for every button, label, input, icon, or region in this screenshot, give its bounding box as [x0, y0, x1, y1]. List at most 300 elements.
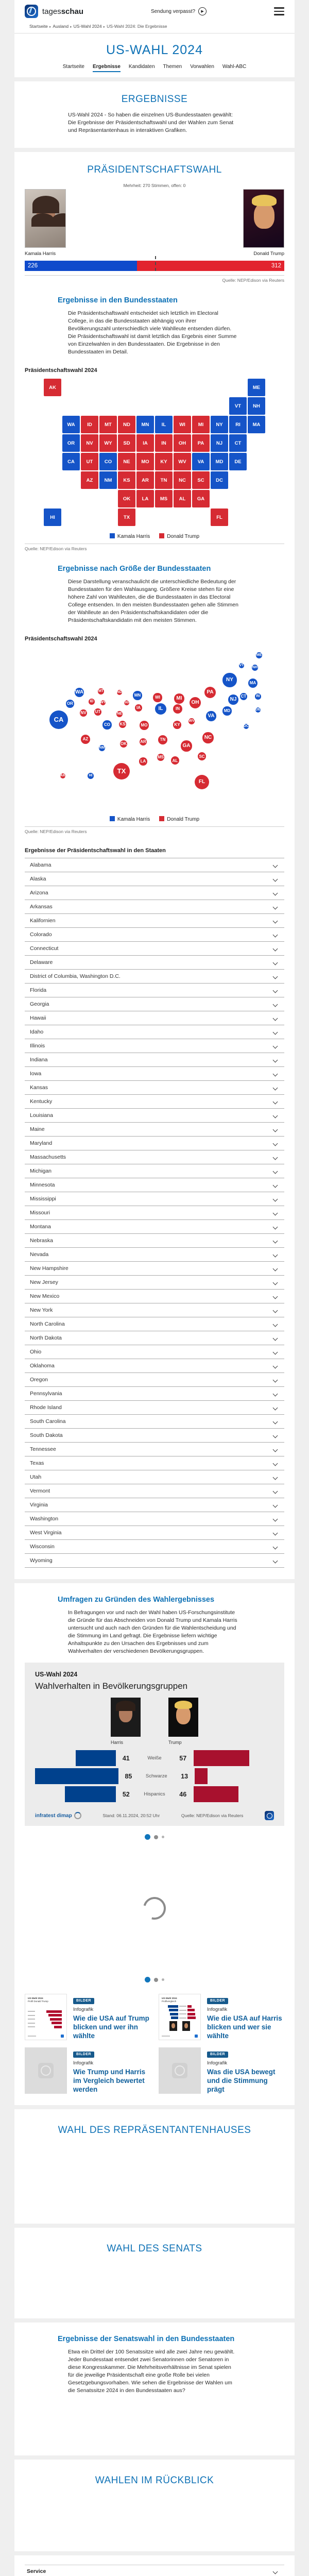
- states-section-heading: Ergebnisse in den Bundesstaaten: [58, 296, 178, 304]
- chevron-down-icon: [273, 960, 278, 965]
- state-bubble-IA[interactable]: IA: [135, 704, 142, 711]
- state-accordion-row[interactable]: [25, 900, 284, 913]
- state-tile-ND[interactable]: ND: [118, 416, 135, 433]
- state-accordion-row[interactable]: [25, 1428, 284, 1442]
- state-bubble-VA[interactable]: VA: [206, 711, 216, 721]
- state-bubble-KY[interactable]: KY: [173, 721, 181, 729]
- state-accordion-row[interactable]: [25, 983, 284, 997]
- state-tile-NJ[interactable]: NJ: [211, 434, 228, 452]
- state-tile-WV[interactable]: WV: [174, 453, 191, 470]
- state-accordion-row[interactable]: [25, 1317, 284, 1331]
- thumb-mini-chart: [28, 2010, 64, 2028]
- chevron-down-icon: [273, 1530, 278, 1535]
- state-tile-FL[interactable]: FL: [211, 509, 228, 526]
- mini-red-bar: [187, 2009, 195, 2011]
- trump-bar-area: [194, 1750, 274, 1766]
- state-name-label: Maryland: [30, 1140, 53, 1146]
- state-accordion-row[interactable]: [25, 1094, 284, 1108]
- teaser-text: [207, 2047, 284, 2094]
- state-name-label: Alabama: [30, 862, 52, 868]
- state-tile-OH[interactable]: OH: [174, 434, 191, 452]
- bilder-badge: BILDER: [207, 2052, 228, 2058]
- trump-bar-area: [195, 1768, 274, 1784]
- demographic-bars: [35, 1750, 274, 1802]
- chevron-down-icon: [273, 1308, 278, 1313]
- demographic-row: [35, 1750, 274, 1766]
- state-bubble-KS[interactable]: KS: [119, 721, 126, 728]
- trump-swatch-icon: [159, 816, 164, 821]
- state-accordion-row[interactable]: [25, 1206, 284, 1219]
- teaser-thumbnail-chart: [159, 1994, 201, 2040]
- carousel-dot-3[interactable]: [162, 1978, 164, 1981]
- teaser-item[interactable]: [25, 1994, 150, 2040]
- senate-results-heading: Ergebnisse der Senatswahl in den Bundesstaaten: [58, 2335, 235, 2343]
- state-bubble-SD[interactable]: SD: [124, 701, 129, 705]
- state-bubble-NC[interactable]: NC: [202, 732, 213, 743]
- state-tile-WY[interactable]: WY: [99, 434, 117, 452]
- mini-app-icon: [195, 2035, 198, 2038]
- tagesschau-wordmark[interactable]: tagesschau: [42, 7, 84, 16]
- state-accordion-row[interactable]: [25, 886, 284, 900]
- chevron-down-icon: [273, 988, 278, 993]
- chevron-down-icon: [273, 876, 278, 882]
- chevron-down-icon: [273, 1461, 278, 1466]
- mini-bar-row: [162, 2012, 198, 2015]
- state-accordion-row[interactable]: [25, 1192, 284, 1206]
- state-name-label: District of Columbia, Washington D.C.: [30, 973, 121, 979]
- kamala-harris-photo: [25, 189, 66, 248]
- state-accordion-row[interactable]: [25, 955, 284, 969]
- state-name-label: Colorado: [30, 931, 52, 938]
- state-bubble-MO[interactable]: MO: [140, 721, 148, 730]
- page-footer: [14, 2555, 295, 2576]
- state-name-label: Missouri: [30, 1210, 50, 1216]
- chevron-down-icon: [273, 1391, 278, 1396]
- state-tile-OK[interactable]: OK: [118, 490, 135, 507]
- chevron-down-icon: [273, 932, 278, 937]
- trump-value: 13: [181, 1772, 188, 1780]
- mini-blue-bar: [169, 2009, 178, 2011]
- state-accordion-row[interactable]: [25, 1025, 284, 1039]
- mini-label: [28, 2026, 35, 2027]
- chevron-down-icon: [273, 1516, 278, 1521]
- category-label: Weiße: [147, 1755, 162, 1761]
- state-accordion-row[interactable]: [25, 872, 284, 886]
- state-name-label: Kansas: [30, 1084, 48, 1091]
- teaser-item[interactable]: [25, 2047, 150, 2094]
- carousel-dots: [25, 1834, 284, 1840]
- divider: [25, 826, 284, 827]
- teaser-item[interactable]: [159, 2047, 284, 2094]
- state-name-label: Idaho: [30, 1029, 44, 1035]
- state-tile-IL[interactable]: IL: [155, 416, 173, 433]
- state-accordion-row[interactable]: [25, 1498, 284, 1512]
- state-accordion-row[interactable]: [25, 1539, 284, 1553]
- state-bubble-SC[interactable]: SC: [198, 752, 207, 761]
- state-bubble-AR[interactable]: AR: [140, 738, 147, 745]
- chevron-down-icon: [273, 1363, 278, 1368]
- mini-bar-row: [162, 2009, 198, 2012]
- state-bubble-IN[interactable]: IN: [173, 704, 182, 714]
- state-bubble-VT[interactable]: VT: [239, 664, 244, 668]
- state-tile-CA[interactable]: CA: [62, 453, 80, 470]
- state-bubble-WV[interactable]: WV: [188, 718, 195, 724]
- state-bubble-NH[interactable]: NH: [252, 665, 258, 671]
- state-accordion-row[interactable]: [25, 1526, 284, 1539]
- tab-themen[interactable]: Themen: [163, 64, 182, 70]
- state-accordion-row[interactable]: [25, 1359, 284, 1372]
- state-accordion-row[interactable]: [25, 858, 284, 872]
- harris-value: 41: [122, 1754, 130, 1762]
- state-accordion-row[interactable]: [25, 1261, 284, 1275]
- state-tile-LA[interactable]: LA: [136, 490, 154, 507]
- tab-kandidaten[interactable]: Kandidaten: [128, 64, 155, 70]
- teaser-text: [73, 2047, 150, 2094]
- state-tile-OR[interactable]: OR: [62, 434, 80, 452]
- state-tile-VT[interactable]: VT: [229, 397, 247, 415]
- state-accordion-row[interactable]: [25, 1414, 284, 1428]
- breadcrumb-separator-icon: ▸: [103, 25, 106, 29]
- chevron-down-icon: [273, 1015, 278, 1021]
- trump-bar: [194, 1750, 249, 1766]
- state-tile-MN[interactable]: MN: [136, 416, 154, 433]
- state-tile-IA[interactable]: IA: [136, 434, 154, 452]
- state-bubble-NJ[interactable]: NJ: [228, 694, 238, 705]
- state-bubble-NE[interactable]: NE: [116, 711, 123, 718]
- state-bubble-GA[interactable]: GA: [181, 740, 192, 751]
- breadcrumb-item[interactable]: Startseite: [29, 24, 48, 29]
- state-bubble-TN[interactable]: TN: [158, 735, 167, 744]
- state-bubble-MS[interactable]: MS: [157, 754, 164, 761]
- state-bubble-FL[interactable]: FL: [195, 775, 209, 789]
- state-tile-IN[interactable]: IN: [155, 434, 173, 452]
- state-accordion-row[interactable]: [25, 1512, 284, 1526]
- state-tile-GA[interactable]: GA: [192, 490, 210, 507]
- state-tile-NM[interactable]: NM: [99, 471, 117, 489]
- placeholder-globe-icon: [172, 2063, 187, 2078]
- legend-trump: Donald Trump: [159, 533, 199, 539]
- hamburger-menu-icon[interactable]: [274, 7, 284, 15]
- legend-harris: Kamala Harris: [110, 533, 150, 539]
- breadcrumb: [14, 23, 295, 33]
- teaser-text: [207, 1994, 284, 2040]
- state-accordion-row[interactable]: [25, 1039, 284, 1053]
- state-name-label: Illinois: [30, 1043, 45, 1049]
- state-name-label: Virginia: [30, 1502, 48, 1508]
- state-name-label: Tennessee: [30, 1446, 56, 1452]
- state-bubble-AL[interactable]: AL: [171, 756, 180, 765]
- carousel-dot-1[interactable]: [145, 1834, 150, 1840]
- state-tile-NH[interactable]: NH: [248, 397, 265, 415]
- state-bubble-TX[interactable]: TX: [113, 763, 130, 779]
- harris-swatch-icon: [110, 533, 115, 538]
- chevron-down-icon: [273, 1210, 278, 1215]
- state-name-label: Georgia: [30, 1001, 49, 1007]
- state-tile-NC[interactable]: NC: [174, 471, 191, 489]
- state-tile-KY[interactable]: KY: [155, 453, 173, 470]
- state-bubble-NV[interactable]: NV: [80, 709, 87, 717]
- state-tile-MA[interactable]: MA: [248, 416, 265, 433]
- state-accordion-row[interactable]: [25, 1442, 284, 1456]
- teaser-title[interactable]: Was die USA bewegt und die Stimmung prägt: [207, 2068, 276, 2093]
- state-name-label: Mississippi: [30, 1196, 56, 1202]
- state-bubble-UT[interactable]: UT: [94, 708, 101, 716]
- state-bubble-CT[interactable]: CT: [240, 693, 248, 701]
- state-accordion-row[interactable]: [25, 997, 284, 1011]
- state-accordion-row[interactable]: [25, 1553, 284, 1567]
- teaser-title[interactable]: Wie die USA auf Harris blicken und wer sie wählte: [207, 2014, 282, 2040]
- state-accordion-row[interactable]: [25, 1247, 284, 1261]
- state-name-label: Arizona: [30, 890, 48, 896]
- state-bubble-HI[interactable]: HI: [88, 773, 94, 779]
- state-tile-KS[interactable]: KS: [118, 471, 135, 489]
- state-accordion-row[interactable]: [25, 1289, 284, 1303]
- state-tile-AR[interactable]: AR: [136, 471, 154, 489]
- donald-trump-photo: [243, 189, 284, 248]
- state-accordion-row[interactable]: [25, 1219, 284, 1233]
- ergebnisse-heading: ERGEBNISSE: [121, 94, 188, 105]
- state-tile-VA[interactable]: VA: [192, 453, 210, 470]
- state-bubble-DC[interactable]: DC: [243, 724, 249, 728]
- teaser-grid: [25, 1994, 284, 2103]
- state-bubble-ND[interactable]: ND: [116, 690, 123, 694]
- state-tile-SC[interactable]: SC: [192, 471, 210, 489]
- carousel-dot-2[interactable]: [154, 1835, 158, 1839]
- carousel-dot-2[interactable]: [154, 1978, 158, 1982]
- chevron-down-icon: [273, 1043, 278, 1048]
- chevron-down-icon: [273, 1349, 278, 1354]
- chevron-down-icon: [273, 1558, 278, 1563]
- tagesschau-logo-icon[interactable]: [25, 5, 38, 18]
- state-tile-MT[interactable]: MT: [99, 416, 117, 433]
- state-accordion-row[interactable]: [25, 1470, 284, 1484]
- category-label: Hispanics: [144, 1791, 165, 1797]
- mini-bar-row: [28, 2014, 64, 2017]
- harris-bar: [76, 1750, 116, 1766]
- state-name-label: Arkansas: [30, 904, 53, 910]
- mini-blue-bar: [171, 2016, 178, 2019]
- teaser-item[interactable]: [159, 1994, 284, 2040]
- footer-section-label: Service: [27, 2568, 46, 2574]
- harris-value: 52: [122, 1790, 130, 1798]
- teaser-title[interactable]: Wie die USA auf Trump blicken und wer ihn wählte: [73, 2014, 149, 2040]
- mini-red-bar: [52, 2022, 62, 2024]
- state-tile-CT[interactable]: CT: [229, 434, 247, 452]
- state-tile-CO[interactable]: CO: [99, 453, 117, 470]
- state-bubble-OK[interactable]: OK: [120, 740, 128, 748]
- source-label: Quelle: NEP/Edison via Reuters: [25, 829, 87, 834]
- state-accordion-row[interactable]: [25, 1136, 284, 1150]
- state-bubble-MN[interactable]: MN: [133, 691, 142, 700]
- chevron-down-icon: [273, 1099, 278, 1104]
- state-bubble-CO[interactable]: CO: [102, 720, 111, 729]
- state-accordion-row[interactable]: [25, 941, 284, 955]
- chevron-down-icon: [273, 1475, 278, 1480]
- state-bubble-MA[interactable]: MA: [248, 679, 258, 688]
- play-icon[interactable]: ▶: [198, 7, 207, 15]
- breadcrumb-item[interactable]: Ausland: [53, 24, 69, 29]
- state-tile-TX[interactable]: TX: [118, 509, 135, 526]
- state-accordion-row[interactable]: [25, 1233, 284, 1247]
- senatswahl-ergebnisse-card: [14, 2323, 295, 2455]
- state-bubble-NY[interactable]: NY: [222, 673, 236, 687]
- trump-thumb-photo: [168, 1698, 198, 1737]
- state-bubble-OH[interactable]: OH: [190, 697, 201, 708]
- state-accordion-row[interactable]: [25, 969, 284, 983]
- chevron-down-icon: [273, 1029, 278, 1035]
- chevron-down-icon: [273, 1057, 278, 1062]
- state-accordion-row[interactable]: [25, 1164, 284, 1178]
- state-tile-NV[interactable]: NV: [81, 434, 98, 452]
- carousel-dot-1[interactable]: [145, 1977, 150, 1982]
- ergebnisse-text: US-Wahl 2024 - So haben die einzelnen US-Bundesstaaten gewählt: Die Ergebnisse der Präsidentschaftswahl und der Wahlen zum Senat und Repräsentantenhaus in interaktiven Grafiken.: [68, 112, 234, 133]
- harris-bar-area: [35, 1786, 116, 1802]
- state-bubble-OR[interactable]: OR: [66, 700, 74, 708]
- mini-red-bar: [46, 2010, 62, 2013]
- state-tile-RI[interactable]: RI: [229, 416, 247, 433]
- state-accordion-row[interactable]: [25, 1345, 284, 1359]
- map-legend: [25, 533, 284, 539]
- state-bubble-CA[interactable]: CA: [49, 710, 68, 730]
- state-tile-TN[interactable]: TN: [155, 471, 173, 489]
- mini-red-bar: [54, 2026, 62, 2028]
- breadcrumb-item[interactable]: US-Wahl 2024: [73, 24, 102, 29]
- state-tile-DC[interactable]: DC: [211, 471, 228, 489]
- state-name-label: Delaware: [30, 959, 53, 965]
- state-tile-UT[interactable]: UT: [81, 453, 98, 470]
- tab-startseite[interactable]: Startseite: [62, 64, 84, 70]
- state-name-label: Vermont: [30, 1488, 50, 1494]
- state-tile-MO[interactable]: MO: [136, 453, 154, 470]
- state-accordion-row[interactable]: [25, 1080, 284, 1094]
- state-accordion-row[interactable]: [25, 1303, 284, 1317]
- source-label: Quelle: NEP/Edison via Reuters: [25, 546, 87, 551]
- thumb-kicker: US-Wahl 2024: [162, 1997, 177, 1999]
- tab-ergebnisse[interactable]: Ergebnisse: [93, 64, 121, 72]
- state-tile-NY[interactable]: NY: [211, 416, 228, 433]
- divider: [25, 275, 284, 276]
- state-accordion-row[interactable]: [25, 1122, 284, 1136]
- state-tile-MS[interactable]: MS: [155, 490, 173, 507]
- state-accordion-row[interactable]: [25, 913, 284, 927]
- senat-card: [14, 2228, 295, 2318]
- state-name-label: Louisiana: [30, 1112, 53, 1118]
- state-bubble-MI[interactable]: MI: [174, 693, 185, 704]
- state-bubble-WI[interactable]: WI: [153, 693, 162, 702]
- chevron-down-icon: [273, 1447, 278, 1452]
- teaser-title[interactable]: Wie Trump und Harris im Vergleich bewertet werden: [73, 2068, 146, 2093]
- state-accordion-row[interactable]: [25, 1150, 284, 1164]
- state-tile-PA[interactable]: PA: [192, 434, 210, 452]
- state-accordion-row[interactable]: [25, 1456, 284, 1470]
- state-accordion-row[interactable]: [25, 1372, 284, 1386]
- state-tile-MI[interactable]: MI: [192, 416, 210, 433]
- size-section-heading: Ergebnisse nach Größe der Bundesstaaten: [58, 565, 211, 573]
- state-bubble-RI[interactable]: RI: [255, 693, 261, 700]
- state-bubble-ME[interactable]: ME: [256, 652, 262, 658]
- state-accordion-row[interactable]: [25, 1484, 284, 1498]
- state-bubble-DE[interactable]: DE: [255, 708, 261, 712]
- teaser-thumbnail-placeholder: [159, 2047, 201, 2094]
- state-name-label: New York: [30, 1307, 53, 1313]
- carousel-dot-3[interactable]: [162, 1836, 164, 1838]
- state-tile-MD[interactable]: MD: [211, 453, 228, 470]
- mini-bar-row: [162, 2016, 198, 2020]
- thumb-kicker: US-Wahl 2024: [28, 1997, 43, 1999]
- state-tile-WA[interactable]: WA: [62, 416, 80, 433]
- state-tile-SD[interactable]: SD: [118, 434, 135, 452]
- chevron-down-icon: [273, 1002, 278, 1007]
- tab-wahl-abc[interactable]: Wahl-ABC: [222, 64, 247, 70]
- tab-vorwahlen[interactable]: Vorwahlen: [190, 64, 214, 70]
- umfragen-text: In Befragungen vor und nach der Wahl haben US-Forschungsinstitute die Gründe für das Abschneiden von Donald Trump und Kamala Harris untersucht und auch nach den Gründen für die Wahlentscheidung und die Stimmung im Land gefragt. Die Ergebnisse liefern wichtige Anhaltspunkte zu den Ursachen des Ergebnisses und zum Wahlverhalten der verschiedenen Bevölkerungsgruppen.: [68, 1609, 237, 1654]
- state-bubble-MT[interactable]: MT: [98, 688, 104, 694]
- state-tile-DE[interactable]: DE: [229, 453, 247, 470]
- state-tile-HI[interactable]: HI: [44, 509, 61, 526]
- state-accordion-row[interactable]: [25, 1386, 284, 1400]
- rueckblick-card: [14, 2460, 295, 2551]
- state-bubble-ID[interactable]: ID: [89, 699, 95, 705]
- state-accordion-row[interactable]: [25, 927, 284, 941]
- state-tile-AK[interactable]: AK: [44, 379, 61, 396]
- chevron-down-icon: [273, 1280, 278, 1285]
- review-heading: WAHLEN IM RÜCKBLICK: [95, 2475, 214, 2486]
- state-accordion-row[interactable]: [25, 1053, 284, 1066]
- footer-section-service[interactable]: [25, 2565, 284, 2576]
- state-name-label: South Carolina: [30, 1418, 66, 1425]
- state-bubble-NM[interactable]: NM: [99, 745, 106, 752]
- mini-blue-bar: [168, 2005, 178, 2008]
- mini-label: [179, 2013, 186, 2014]
- chevron-down-icon: [273, 1224, 278, 1229]
- dimap-arc-icon: [74, 1812, 81, 1819]
- state-accordion-row[interactable]: [25, 1275, 284, 1289]
- state-accordion-row[interactable]: [25, 1400, 284, 1414]
- state-bubble-AZ[interactable]: AZ: [81, 735, 90, 744]
- state-accordion-row[interactable]: [25, 1011, 284, 1025]
- state-bubble-PA[interactable]: PA: [204, 687, 216, 699]
- electoral-duel-graphic: [14, 183, 295, 283]
- teaser-topline: Infografik: [73, 2007, 94, 2012]
- state-bubble-WA[interactable]: WA: [75, 688, 84, 698]
- state-bubble-WY[interactable]: WY: [100, 701, 106, 705]
- state-tile-AL[interactable]: AL: [174, 490, 191, 507]
- harris-bar-area: [35, 1768, 118, 1784]
- state-accordion-row[interactable]: [25, 1178, 284, 1192]
- legend-harris: Kamala Harris: [110, 816, 150, 822]
- state-tile-NE[interactable]: NE: [118, 453, 135, 470]
- missed-show-label: Sendung verpasst?: [150, 8, 196, 14]
- missed-show-link[interactable]: [83, 7, 274, 15]
- state-bubble-LA[interactable]: LA: [139, 757, 147, 766]
- state-accordion-row[interactable]: [25, 1108, 284, 1122]
- state-tile-WI[interactable]: WI: [174, 416, 191, 433]
- state-bubble-AK[interactable]: AK: [60, 774, 66, 778]
- state-tile-ID[interactable]: ID: [81, 416, 98, 433]
- state-tile-ME[interactable]: ME: [248, 379, 265, 396]
- state-bubble-IL[interactable]: IL: [155, 703, 167, 715]
- state-accordion-row[interactable]: [25, 1066, 284, 1080]
- chevron-down-icon: [273, 1113, 278, 1118]
- umfragen-card: [14, 1583, 295, 2105]
- section-tabs: [14, 64, 295, 77]
- state-tile-AZ[interactable]: AZ: [81, 471, 98, 489]
- thumb-footer: [162, 2035, 198, 2038]
- state-accordion-row[interactable]: [25, 1331, 284, 1345]
- breadcrumb-separator-icon: ▸: [49, 25, 52, 29]
- chevron-down-icon: [273, 1238, 278, 1243]
- state-bubble-MD[interactable]: MD: [222, 706, 231, 715]
